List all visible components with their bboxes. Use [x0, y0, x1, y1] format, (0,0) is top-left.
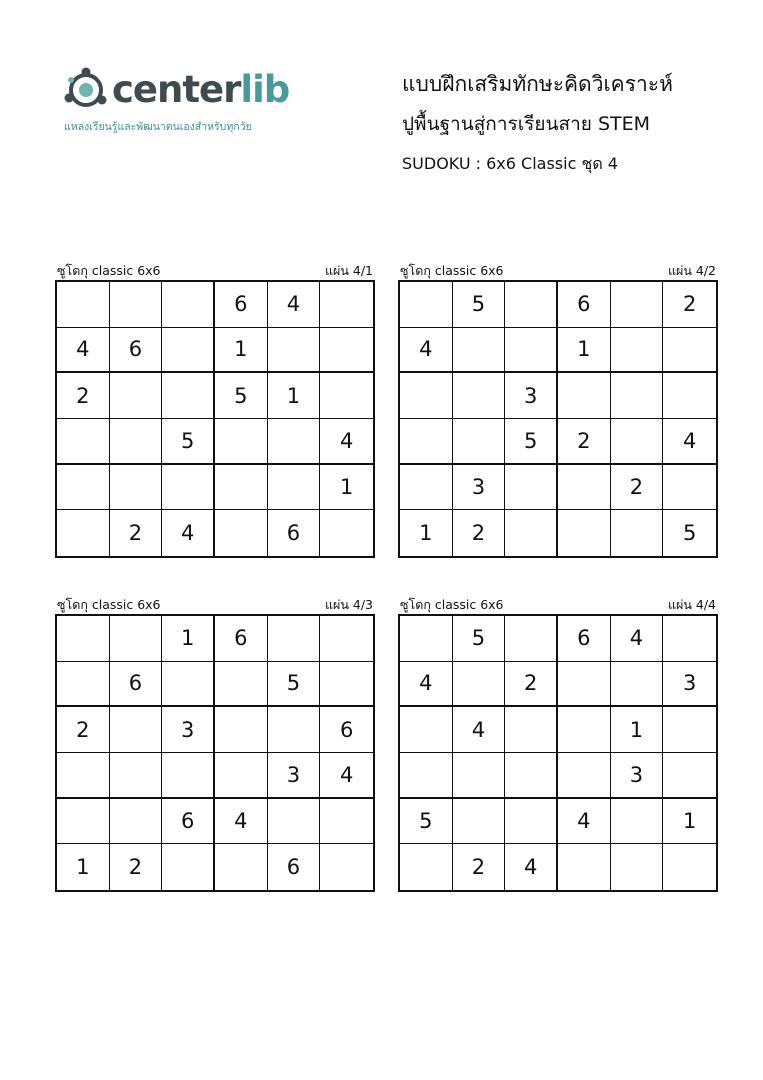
sudoku-cell[interactable]: 5	[453, 282, 506, 328]
puzzle-header	[55, 596, 375, 614]
puzzle-label: ซูโดกุ classic 6x6	[400, 263, 504, 278]
sudoku-cell[interactable]: 3	[453, 465, 506, 511]
sudoku-cell[interactable]: 3	[663, 662, 716, 708]
sudoku-cell[interactable]	[215, 662, 268, 708]
sudoku-cell[interactable]	[505, 510, 558, 556]
sudoku-cell[interactable]	[558, 465, 611, 511]
sudoku-cell[interactable]	[400, 844, 453, 890]
sudoku-cell[interactable]: 5	[682, 521, 697, 546]
sudoku-grid	[55, 614, 375, 892]
sudoku-cell[interactable]	[268, 419, 321, 465]
sudoku-cell[interactable]: 2	[110, 844, 163, 890]
logo-word-dark: center	[112, 68, 241, 111]
sudoku-cell[interactable]	[110, 616, 163, 662]
sudoku-cell[interactable]	[320, 328, 373, 374]
sudoku-cell[interactable]: 1	[268, 373, 321, 419]
sudoku-puzzle	[398, 596, 718, 892]
sudoku-cell[interactable]	[320, 616, 373, 662]
sudoku-cell[interactable]	[57, 662, 110, 708]
sudoku-cell[interactable]: 2	[57, 707, 110, 753]
sudoku-cell[interactable]: 1	[611, 707, 664, 753]
sudoku-cell[interactable]	[162, 662, 215, 708]
sudoku-grid	[398, 280, 718, 558]
sudoku-cell[interactable]: 5	[162, 419, 215, 465]
sudoku-cell[interactable]: 6	[268, 510, 321, 556]
sudoku-cell[interactable]: 4	[320, 753, 373, 799]
sudoku-cell[interactable]	[320, 510, 373, 556]
sudoku-cell[interactable]	[505, 616, 558, 662]
sudoku-cell[interactable]	[268, 328, 321, 374]
sudoku-cell[interactable]	[110, 419, 163, 465]
sudoku-cell[interactable]: 3	[268, 753, 321, 799]
sudoku-cell[interactable]	[215, 844, 268, 890]
sudoku-cell[interactable]: 6	[110, 328, 163, 374]
sudoku-cell[interactable]	[611, 844, 664, 890]
sudoku-cell[interactable]	[162, 753, 215, 799]
molecule-logo-icon	[62, 66, 110, 114]
logo-wordmark	[112, 68, 289, 112]
sudoku-puzzle	[55, 262, 375, 558]
sudoku-cell[interactable]	[320, 662, 373, 708]
sudoku-cell[interactable]	[215, 465, 268, 511]
sudoku-cell[interactable]: 5	[215, 373, 268, 419]
sudoku-cell[interactable]	[57, 419, 110, 465]
sudoku-cell[interactable]	[320, 282, 373, 328]
header-titles	[402, 70, 673, 176]
sudoku-cell[interactable]: 2	[110, 510, 163, 556]
sudoku-cell[interactable]	[558, 510, 611, 556]
sudoku-cell[interactable]	[57, 510, 110, 556]
sudoku-cell[interactable]	[558, 373, 611, 419]
sudoku-cell[interactable]	[215, 419, 268, 465]
sudoku-cell[interactable]: 6	[215, 282, 268, 328]
sudoku-cell[interactable]	[505, 465, 558, 511]
sudoku-cell[interactable]	[215, 707, 268, 753]
sudoku-cell[interactable]: 2	[611, 465, 664, 511]
sudoku-cell[interactable]	[400, 616, 453, 662]
sudoku-cell[interactable]	[663, 328, 716, 374]
sudoku-cell[interactable]	[453, 419, 506, 465]
sudoku-cell[interactable]	[268, 465, 321, 511]
sudoku-cell[interactable]: 2	[558, 419, 611, 465]
sudoku-cell[interactable]	[57, 799, 110, 845]
sudoku-puzzle	[55, 596, 375, 892]
sudoku-cell[interactable]	[215, 510, 268, 556]
sudoku-cell[interactable]: 3	[162, 707, 215, 753]
sudoku-cell[interactable]	[611, 373, 664, 419]
sudoku-cell[interactable]	[453, 662, 506, 708]
sudoku-cell[interactable]	[611, 419, 664, 465]
sudoku-cell[interactable]: 3	[611, 753, 664, 799]
sudoku-cell[interactable]: 4	[505, 844, 558, 890]
sudoku-cell[interactable]: 1	[663, 799, 716, 845]
sudoku-cell[interactable]: 6	[110, 662, 163, 708]
sudoku-cell[interactable]	[453, 328, 506, 374]
sudoku-cell[interactable]: 1	[162, 616, 215, 662]
sudoku-cell[interactable]	[558, 753, 611, 799]
sudoku-cell[interactable]	[320, 799, 373, 845]
sudoku-cell[interactable]	[663, 373, 716, 419]
sudoku-cell[interactable]: 4	[215, 799, 268, 845]
sudoku-cell[interactable]: 2	[453, 510, 506, 556]
sudoku-cell[interactable]	[110, 373, 163, 419]
sudoku-cell[interactable]: 1	[215, 328, 268, 374]
sudoku-cell[interactable]	[663, 753, 716, 799]
sudoku-cell[interactable]: 6	[268, 844, 321, 890]
puzzle-label: ซูโดกุ classic 6x6	[400, 597, 504, 612]
sudoku-cell[interactable]	[162, 328, 215, 374]
sudoku-cell[interactable]	[57, 465, 110, 511]
puzzle-sheet-number: แผ่น 4/2	[667, 263, 716, 278]
sudoku-cell[interactable]: 5	[505, 419, 558, 465]
logo-word-accent: lib	[240, 68, 290, 111]
puzzle-sheet-number: แผ่น 4/3	[324, 597, 373, 612]
sudoku-cell[interactable]: 2	[663, 282, 716, 328]
sudoku-cell[interactable]: 4	[400, 328, 453, 374]
sudoku-cell[interactable]	[505, 328, 558, 374]
sudoku-cell[interactable]: 4	[400, 662, 453, 708]
sudoku-cell[interactable]: 6	[558, 616, 611, 662]
sudoku-cell[interactable]	[611, 282, 664, 328]
puzzle-header	[398, 596, 718, 614]
sudoku-grid	[398, 614, 718, 892]
sudoku-cell[interactable]: 2	[453, 844, 506, 890]
sudoku-cell[interactable]: 5	[268, 662, 321, 708]
sudoku-cell[interactable]	[57, 282, 110, 328]
sudoku-cell[interactable]	[110, 753, 163, 799]
logo-tagline: แหล่งเรียนรู้และพัฒนาตนเองสำหรับทุกวัย	[64, 121, 252, 133]
sudoku-cell[interactable]	[110, 465, 163, 511]
sudoku-cell[interactable]: 5	[453, 616, 506, 662]
puzzle-label: ซูโดกุ classic 6x6	[57, 597, 161, 612]
sudoku-cell[interactable]	[162, 282, 215, 328]
sudoku-cell[interactable]	[400, 373, 453, 419]
sudoku-cell[interactable]: 2	[57, 373, 110, 419]
sudoku-cell[interactable]	[505, 753, 558, 799]
centerlib-logo	[62, 66, 302, 136]
sudoku-cell[interactable]	[453, 753, 506, 799]
sudoku-cell[interactable]	[558, 844, 611, 890]
sudoku-cell[interactable]	[57, 616, 110, 662]
sudoku-cell[interactable]	[320, 844, 373, 890]
sudoku-cell[interactable]: 1	[558, 328, 611, 374]
puzzle-sheet-number: แผ่น 4/4	[667, 597, 716, 612]
sudoku-cell[interactable]: 1	[400, 510, 453, 556]
sudoku-cell[interactable]	[320, 373, 373, 419]
sudoku-cell[interactable]	[453, 799, 506, 845]
sudoku-cell[interactable]: 6	[558, 282, 611, 328]
sudoku-cell[interactable]	[558, 662, 611, 708]
page-subtitle: ปูพื้นฐานสู่การเรียนสาย STEM	[402, 113, 651, 135]
sudoku-cell[interactable]	[400, 753, 453, 799]
sudoku-cell[interactable]	[505, 282, 558, 328]
sudoku-cell[interactable]: 4	[453, 707, 506, 753]
sudoku-cell[interactable]: 5	[400, 799, 453, 845]
puzzle-header	[55, 262, 375, 280]
sudoku-cell[interactable]	[611, 799, 664, 845]
sudoku-cell[interactable]	[268, 799, 321, 845]
sudoku-puzzle	[398, 262, 718, 558]
sudoku-cell[interactable]: 1	[320, 465, 373, 511]
sudoku-cell[interactable]	[268, 707, 321, 753]
sudoku-cell[interactable]: 3	[505, 373, 558, 419]
puzzle-label: ซูโดกุ classic 6x6	[57, 263, 161, 278]
sudoku-cell[interactable]	[611, 328, 664, 374]
sudoku-cell[interactable]: 4	[320, 419, 373, 465]
sudoku-cell[interactable]	[162, 465, 215, 511]
sudoku-cell[interactable]	[505, 707, 558, 753]
page-title: แบบฝึกเสริมทักษะคิดวิเคราะห์	[402, 72, 673, 96]
sudoku-cell[interactable]	[505, 799, 558, 845]
sudoku-cell[interactable]: 4	[611, 616, 664, 662]
sudoku-cell[interactable]: 4	[268, 282, 321, 328]
sudoku-cell[interactable]: 4	[663, 419, 716, 465]
sudoku-cell[interactable]	[400, 465, 453, 511]
sudoku-cell[interactable]	[663, 465, 716, 511]
sudoku-cell[interactable]	[110, 799, 163, 845]
sudoku-cell[interactable]: 6	[215, 616, 268, 662]
sudoku-grid	[55, 280, 375, 558]
sudoku-cell[interactable]: 4	[162, 510, 215, 556]
sudoku-cell[interactable]	[162, 844, 215, 890]
sudoku-cell[interactable]	[663, 616, 716, 662]
sudoku-cell[interactable]: 6	[320, 707, 373, 753]
sudoku-cell[interactable]	[110, 707, 163, 753]
puzzle-header	[398, 262, 718, 280]
puzzle-sheet-number: แผ่น 4/1	[324, 263, 373, 278]
sudoku-cell[interactable]	[400, 419, 453, 465]
sudoku-cell[interactable]	[268, 616, 321, 662]
sudoku-cell[interactable]: 2	[505, 662, 558, 708]
set-label: SUDOKU : 6x6 Classic ชุด 4	[402, 154, 618, 173]
sudoku-cell[interactable]	[611, 510, 664, 556]
sudoku-cell[interactable]: 4	[558, 799, 611, 845]
sudoku-cell[interactable]	[162, 373, 215, 419]
sudoku-cell[interactable]	[453, 373, 506, 419]
sudoku-cell[interactable]	[558, 707, 611, 753]
sudoku-cell[interactable]	[611, 662, 664, 708]
sudoku-cell[interactable]	[400, 282, 453, 328]
sudoku-cell[interactable]	[400, 707, 453, 753]
sudoku-cell[interactable]: 4	[57, 328, 110, 374]
sudoku-cell[interactable]	[57, 753, 110, 799]
sudoku-cell[interactable]	[663, 707, 716, 753]
sudoku-cell[interactable]: 1	[57, 844, 110, 890]
sudoku-cell[interactable]	[110, 282, 163, 328]
sudoku-cell[interactable]	[663, 844, 716, 890]
sudoku-cell[interactable]: 6	[162, 799, 215, 845]
sudoku-cell[interactable]	[215, 753, 268, 799]
